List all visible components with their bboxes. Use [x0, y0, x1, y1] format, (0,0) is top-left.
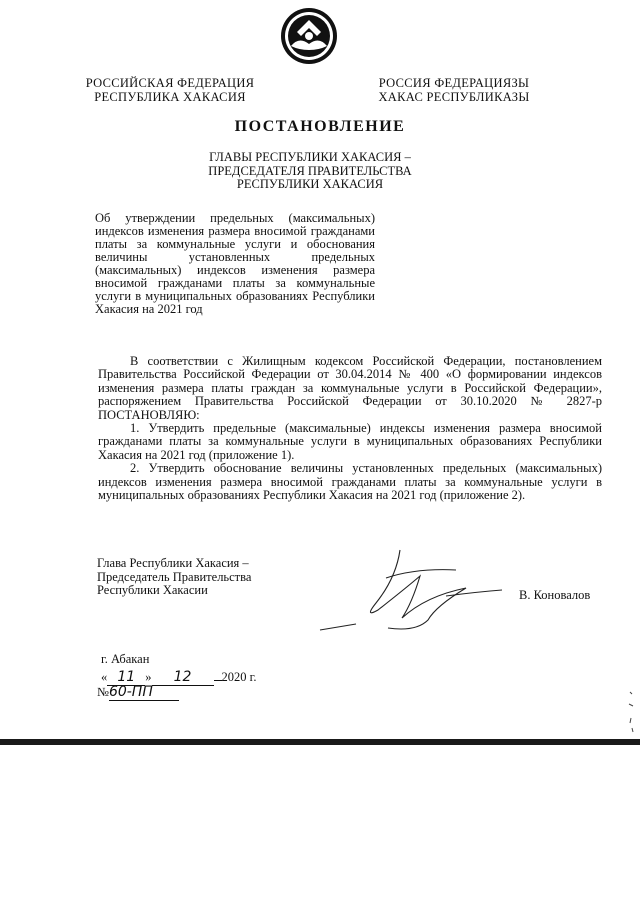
- header-right-line2: ХАКАС РЕСПУБЛИКАЗЫ: [378, 90, 530, 104]
- body-preamble: В соответствии с Жилищным кодексом Российской Федерации, постановлением Правительства Российской Федерации от 30.04.2014 № 400 «О формировании индексов изменения размера платы граждан за коммунальные услуги в Российской Федерации», распоряжением Правительства Российской Федерации от 30.10.2020 № 2827-р ПОСТАНОВЛЯЮ:: [98, 354, 602, 422]
- document-subject: Об утверждении предельных (максимальных) индексов изменения размера вносимой гражданами платы за коммунальные услуги и обоснования величины установленных предельных (максимальных) индексов изменения размера вносимой гражданами платы за коммунальные услуги в муниципальных образованиях Республики Хакасия на 2021 год: [95, 211, 375, 316]
- signer-position-line3: Республики Хакасии: [97, 583, 208, 597]
- scan-bottom-edge: [0, 739, 640, 745]
- date-day: 11: [117, 669, 136, 685]
- body-item-1: 1. Утвердить предельные (максимальные) индексы изменения размера вносимой гражданами платы за коммунальные услуги в муниципальных образованиях Республики Хакасия на 2021 год (приложение 1).: [98, 421, 602, 462]
- header-left-ru: [80, 76, 260, 104]
- scan-edge-marks: [624, 690, 638, 735]
- date-close-quote: »: [145, 670, 152, 684]
- signer-position-line1: Глава Республики Хакасия –: [97, 556, 249, 570]
- handwritten-signature: [316, 548, 506, 638]
- signer-position-line2: Председатель Правительства: [97, 569, 252, 584]
- document-number: [97, 684, 179, 701]
- document-body: [98, 355, 602, 502]
- city-of-issue: г. Абакан: [101, 652, 150, 666]
- date-year: 2020 г.: [221, 670, 257, 684]
- signer-position: [97, 557, 251, 598]
- header-left-line1: РОССИЙСКАЯ ФЕДЕРАЦИЯ: [85, 76, 255, 90]
- header-right-line1: РОССИЯ ФЕДЕРАЦИЯЗЫ: [378, 76, 530, 90]
- signer-name: В. Коновалов: [519, 588, 591, 602]
- header-left-line2: РЕСПУБЛИКА ХАКАСИЯ: [94, 90, 246, 104]
- number-value: 60-ПП: [108, 684, 153, 700]
- subtitle-line3: РЕСПУБЛИКИ ХАКАСИЯ: [236, 177, 384, 191]
- header-right-kh: [364, 76, 544, 104]
- date-open-quote: «: [101, 670, 108, 684]
- subtitle-line1: ГЛАВЫ РЕСПУБЛИКИ ХАКАСИЯ –: [209, 150, 411, 164]
- body-item-2: 2. Утвердить обоснование величины установленных предельных (максимальных) индексов изменения размера вносимой гражданами платы за коммунальные услуги в муниципальных образованиях Республики Хакасия на 2021 год (приложение 2).: [98, 461, 602, 503]
- number-prefix: №: [97, 685, 109, 699]
- document-subtitle: [180, 151, 440, 192]
- date-month: 12: [173, 669, 192, 685]
- document-title: ПОСТАНОВЛЕНИЕ: [234, 118, 406, 135]
- subtitle-line2: ПРЕДСЕДАТЕЛЯ ПРАВИТЕЛЬСТВА: [208, 163, 412, 178]
- coat-of-arms-emblem: [279, 6, 339, 66]
